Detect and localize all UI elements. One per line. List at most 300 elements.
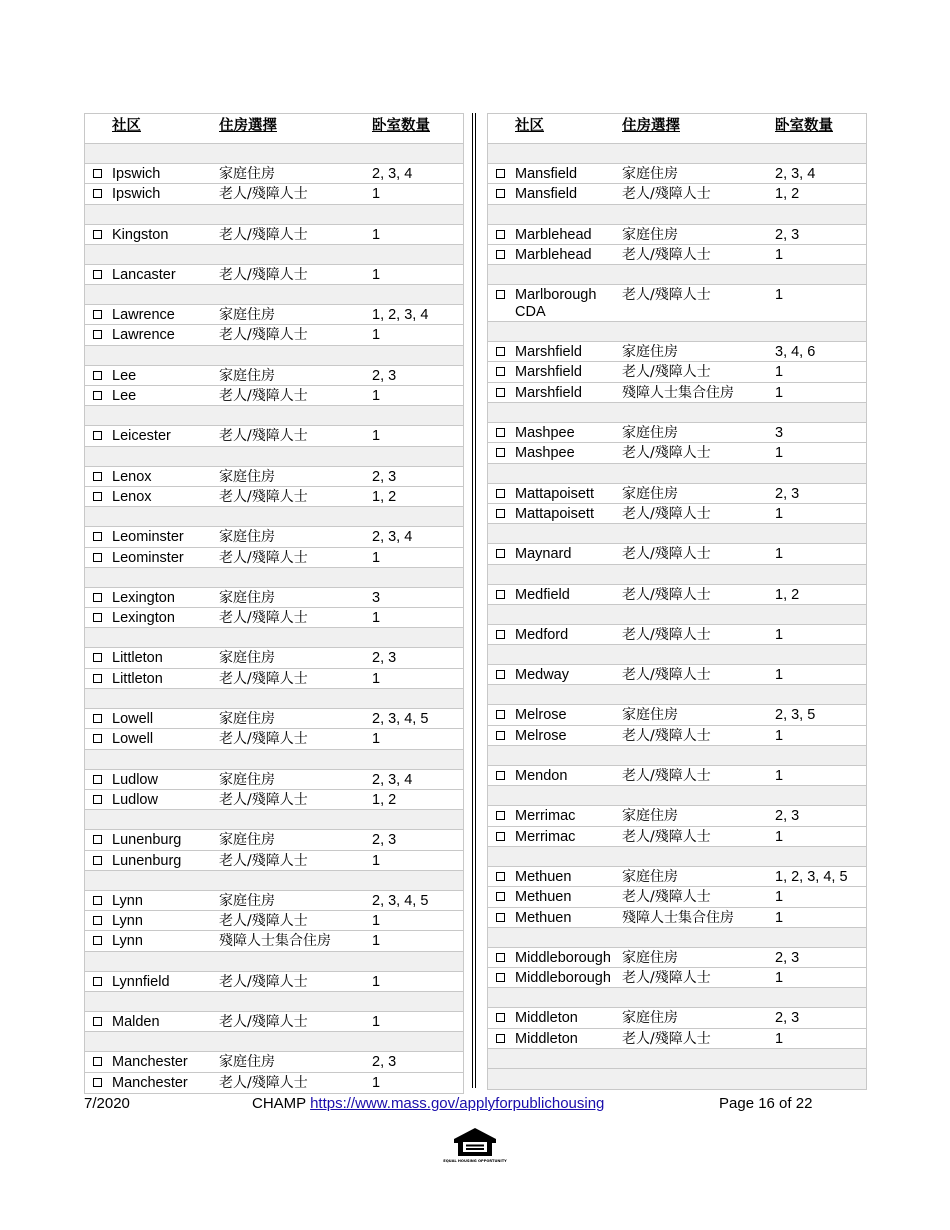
community-name: Manchester — [112, 1054, 188, 1071]
housing-choice: 老人/殘障人士 — [219, 388, 308, 405]
empty-checkbox-icon — [496, 169, 505, 178]
table-row — [85, 588, 463, 608]
housing-choice: 殘障人士集合住房 — [622, 384, 734, 401]
row-checkbox[interactable] — [93, 489, 102, 506]
community-name: Lynn — [112, 933, 143, 950]
empty-checkbox-icon — [496, 509, 505, 518]
table-row — [488, 625, 866, 645]
table-row — [85, 891, 463, 911]
housing-choice: 老人/殘障人士 — [219, 549, 308, 566]
bedroom-count: 1, 2 — [775, 186, 800, 203]
table-row — [488, 164, 866, 184]
row-checkbox[interactable] — [93, 1075, 102, 1092]
empty-checkbox-icon — [496, 590, 505, 599]
bedroom-count: 2, 3 — [372, 1054, 397, 1071]
row-checkbox[interactable] — [93, 267, 102, 284]
housing-choice: 家庭住房 — [219, 1054, 275, 1071]
community-name: Ipswich — [112, 166, 161, 182]
bedroom-count: 1 — [372, 226, 381, 243]
spacer-row — [85, 810, 463, 830]
row-checkbox[interactable] — [496, 247, 505, 264]
row-checkbox[interactable] — [496, 186, 505, 203]
housing-choice: 家庭住房 — [622, 949, 678, 966]
empty-checkbox-icon — [93, 856, 102, 865]
bedroom-count: 1 — [372, 549, 381, 566]
row-checkbox[interactable] — [93, 1054, 102, 1071]
table-row — [488, 665, 866, 685]
bedroom-count: 2, 3 — [775, 226, 800, 243]
table-row — [488, 544, 866, 564]
housing-choice: 老人/殘障人士 — [219, 731, 308, 748]
row-checkbox[interactable] — [496, 1031, 505, 1048]
community-name: Mansfield — [515, 166, 578, 182]
empty-checkbox-icon — [496, 347, 505, 356]
table-row — [488, 1029, 866, 1049]
spacer-row — [488, 144, 866, 164]
community-name: Methuen — [515, 909, 572, 926]
table-row — [488, 362, 866, 382]
table-row — [488, 342, 866, 362]
housing-choice: 老人/殘障人士 — [622, 970, 711, 987]
row-checkbox[interactable] — [496, 546, 505, 563]
row-checkbox[interactable] — [496, 707, 505, 724]
housing-choice: 老人/殘障人士 — [219, 973, 308, 990]
bedroom-count: 1 — [775, 445, 784, 462]
housing-choice: 老人/殘障人士 — [219, 186, 308, 203]
spacer-row — [488, 685, 866, 705]
community-name: Medfield — [515, 586, 570, 603]
community-name: Marlborough CDA — [515, 287, 597, 321]
community-name: Mattapoisett — [515, 485, 594, 502]
community-name: Littleton — [112, 650, 163, 667]
community-name: Leominster — [112, 549, 184, 566]
table-row — [488, 504, 866, 524]
housing-choice: 家庭住房 — [622, 808, 678, 825]
row-checkbox[interactable] — [93, 731, 102, 748]
row-checkbox[interactable] — [93, 469, 102, 486]
row-checkbox[interactable] — [93, 650, 102, 667]
community-name: Lawrence — [112, 307, 175, 324]
row-checkbox[interactable] — [496, 829, 505, 846]
row-checkbox[interactable] — [496, 728, 505, 745]
community-name: Lee — [112, 388, 137, 405]
community-name: Lawrence — [112, 327, 175, 344]
table-row — [85, 467, 463, 487]
housing-choice: 家庭住房 — [622, 425, 678, 442]
bedroom-count: 1 — [372, 670, 381, 687]
empty-checkbox-icon — [93, 936, 102, 945]
spacer-row — [488, 605, 866, 625]
table-row — [85, 386, 463, 406]
spacer-row — [488, 746, 866, 766]
header-bedrooms: 卧室数量 — [372, 118, 430, 134]
community-name: Manchester — [112, 1074, 188, 1091]
empty-checkbox-icon — [496, 290, 505, 299]
bedroom-count: 1 — [775, 364, 784, 381]
spacer-row — [488, 988, 866, 1008]
header-bedrooms: 卧室数量 — [775, 118, 833, 134]
housing-choice: 老人/殘障人士 — [219, 791, 308, 808]
community-name: Marshfield — [515, 344, 582, 361]
bedroom-count: 1 — [372, 428, 381, 445]
empty-checkbox-icon — [93, 977, 102, 986]
empty-checkbox-icon — [93, 310, 102, 319]
bedroom-count: 1, 2 — [372, 488, 397, 505]
row-checkbox[interactable] — [93, 388, 102, 405]
row-checkbox[interactable] — [93, 529, 102, 546]
bedroom-count: 1 — [372, 852, 381, 869]
row-checkbox[interactable] — [93, 772, 102, 789]
footer-date: 7/2020 — [84, 1095, 130, 1112]
table-row — [85, 790, 463, 810]
row-checkbox[interactable] — [496, 227, 505, 244]
table-row — [488, 726, 866, 746]
housing-choice: 家庭住房 — [622, 1010, 678, 1027]
spacer-row — [85, 628, 463, 648]
community-name: Lexington — [112, 610, 175, 627]
row-checkbox[interactable] — [496, 889, 505, 906]
housing-choice: 老人/殘障人士 — [219, 327, 308, 344]
table-row — [488, 867, 866, 887]
housing-choice: 老人/殘障人士 — [219, 852, 308, 869]
empty-checkbox-icon — [496, 832, 505, 841]
table-row — [85, 305, 463, 325]
housing-choice: 老人/殘障人士 — [622, 1030, 711, 1047]
row-checkbox[interactable] — [93, 610, 102, 627]
row-checkbox[interactable] — [496, 364, 505, 381]
community-name: Lowell — [112, 711, 154, 728]
row-checkbox[interactable] — [496, 385, 505, 402]
community-name: Middleborough — [515, 949, 611, 966]
row-checkbox[interactable] — [496, 950, 505, 967]
empty-checkbox-icon — [93, 391, 102, 400]
bedroom-count: 2, 3 — [372, 367, 397, 384]
empty-checkbox-icon — [496, 428, 505, 437]
row-checkbox[interactable] — [496, 287, 505, 304]
row-checkbox[interactable] — [93, 853, 102, 870]
community-name: Methuen — [515, 868, 572, 885]
footer-program — [252, 1095, 604, 1112]
row-checkbox[interactable] — [496, 869, 505, 886]
row-checkbox[interactable] — [93, 893, 102, 910]
table-row — [85, 265, 463, 285]
bedroom-count: 1 — [775, 384, 784, 401]
bedroom-count: 1 — [775, 970, 784, 987]
row-checkbox[interactable] — [93, 550, 102, 567]
housing-choice: 殘障人士集合住房 — [219, 933, 331, 950]
community-name: Marshfield — [515, 364, 582, 381]
spacer-row — [85, 952, 463, 972]
housing-choice: 老人/殘障人士 — [622, 246, 711, 263]
empty-checkbox-icon — [496, 230, 505, 239]
bedroom-count: 2, 3, 5 — [775, 707, 816, 724]
community-name: Marblehead — [515, 226, 592, 243]
community-name: Marblehead — [515, 246, 592, 263]
housing-choice: 老人/殘障人士 — [622, 626, 711, 643]
table-row — [488, 383, 866, 403]
bedroom-count: 2, 3, 4 — [372, 771, 413, 788]
table-row — [488, 245, 866, 265]
spacer-row — [85, 568, 463, 588]
community-name: Melrose — [515, 707, 567, 724]
community-name: Ludlow — [112, 791, 158, 808]
row-checkbox[interactable] — [93, 227, 102, 244]
row-checkbox[interactable] — [496, 970, 505, 987]
bedroom-count: 1 — [775, 727, 784, 744]
housing-choice: 老人/殘障人士 — [219, 1074, 308, 1091]
bedroom-count: 3 — [372, 589, 381, 606]
housing-choice: 老人/殘障人士 — [622, 828, 711, 845]
spacer-row — [488, 205, 866, 225]
table-row — [488, 908, 866, 928]
row-checkbox[interactable] — [496, 445, 505, 462]
table-row — [85, 366, 463, 386]
community-name: Maynard — [515, 546, 572, 563]
row-checkbox[interactable] — [93, 792, 102, 809]
table-row — [488, 484, 866, 504]
housing-choice: 家庭住房 — [622, 226, 678, 243]
table-row — [85, 225, 463, 245]
bedroom-count: 1, 2, 3, 4 — [372, 307, 429, 324]
empty-checkbox-icon — [93, 1017, 102, 1026]
empty-checkbox-icon — [93, 189, 102, 198]
empty-checkbox-icon — [496, 731, 505, 740]
community-name: Lancaster — [112, 266, 176, 283]
housing-choice: 老人/殘障人士 — [622, 586, 711, 603]
header-housing-choice: 住房選擇 — [219, 118, 277, 134]
empty-checkbox-icon — [93, 653, 102, 662]
table-row — [488, 968, 866, 988]
community-name: Middleton — [515, 1030, 578, 1047]
row-checkbox[interactable] — [496, 166, 505, 183]
bedroom-count: 2, 3 — [775, 808, 800, 825]
housing-choice: 老人/殘障人士 — [219, 913, 308, 930]
empty-checkbox-icon — [496, 1034, 505, 1043]
row-checkbox[interactable] — [496, 768, 505, 785]
row-checkbox[interactable] — [93, 1014, 102, 1031]
bedroom-count: 2, 3, 4 — [372, 166, 413, 182]
empty-checkbox-icon — [93, 674, 102, 683]
spacer-row — [488, 524, 866, 544]
row-checkbox[interactable] — [496, 486, 505, 503]
apply-link[interactable]: https://www.mass.gov/applyforpublichousing — [310, 1095, 605, 1112]
spacer-row — [85, 245, 463, 265]
row-checkbox[interactable] — [93, 327, 102, 344]
empty-checkbox-icon — [93, 1078, 102, 1087]
housing-choice: 老人/殘障人士 — [622, 667, 711, 684]
table-row — [85, 1012, 463, 1032]
table-row — [85, 1073, 463, 1093]
community-name: Lenox — [112, 488, 152, 505]
empty-checkbox-icon — [93, 734, 102, 743]
table-row — [85, 972, 463, 992]
housing-choice: 家庭住房 — [622, 344, 678, 361]
bedroom-count: 1, 2 — [775, 586, 800, 603]
row-checkbox[interactable] — [93, 307, 102, 324]
spacer-row — [85, 507, 463, 527]
bedroom-count: 2, 3 — [372, 832, 397, 849]
bedroom-count: 3 — [775, 425, 784, 442]
bedroom-count: 1, 2 — [372, 791, 397, 808]
community-name: Kingston — [112, 226, 169, 243]
community-name: Mansfield — [515, 186, 578, 203]
housing-choice: 老人/殘障人士 — [219, 428, 308, 445]
bedroom-count: 1 — [775, 287, 784, 304]
housing-choice: 家庭住房 — [219, 771, 275, 788]
housing-choice: 老人/殘障人士 — [219, 670, 308, 687]
table-header-row — [488, 114, 866, 144]
empty-checkbox-icon — [496, 953, 505, 962]
row-checkbox[interactable] — [93, 711, 102, 728]
community-name: Merrimac — [515, 808, 576, 825]
bedroom-count: 1 — [372, 973, 381, 990]
empty-checkbox-icon — [93, 613, 102, 622]
table-row — [488, 948, 866, 968]
community-name: Mashpee — [515, 425, 575, 442]
community-name: Lynn — [112, 913, 143, 930]
bedroom-count: 1 — [775, 768, 784, 785]
community-name: Medway — [515, 667, 569, 684]
empty-checkbox-icon — [496, 367, 505, 376]
housing-choice: 老人/殘障人士 — [219, 1014, 308, 1031]
bedroom-count: 1 — [372, 731, 381, 748]
community-name: Middleborough — [515, 970, 611, 987]
row-checkbox[interactable] — [496, 587, 505, 604]
housing-choice: 老人/殘障人士 — [219, 488, 308, 505]
spacer-row — [488, 565, 866, 585]
housing-choice: 家庭住房 — [219, 529, 275, 546]
empty-checkbox-icon — [93, 1057, 102, 1066]
housing-choice: 老人/殘障人士 — [219, 226, 308, 243]
bedroom-count: 1 — [775, 546, 784, 563]
row-checkbox[interactable] — [93, 368, 102, 385]
bedroom-count: 2, 3, 4 — [372, 529, 413, 546]
spacer-row — [488, 1049, 866, 1069]
bedroom-count: 1 — [372, 327, 381, 344]
spacer-row — [85, 1032, 463, 1052]
row-checkbox[interactable] — [93, 933, 102, 950]
table-row — [85, 1052, 463, 1072]
header-community: 社区 — [112, 118, 141, 134]
bedroom-count: 1 — [775, 1030, 784, 1047]
row-checkbox[interactable] — [93, 974, 102, 991]
row-checkbox[interactable] — [496, 910, 505, 927]
row-checkbox[interactable] — [93, 913, 102, 930]
community-name: Lunenburg — [112, 832, 182, 849]
bedroom-count: 1 — [775, 626, 784, 643]
spacer-row — [85, 447, 463, 467]
empty-checkbox-icon — [496, 189, 505, 198]
row-checkbox[interactable] — [93, 166, 102, 183]
table-row — [488, 184, 866, 204]
bedroom-count: 1 — [775, 828, 784, 845]
community-name: Lunenburg — [112, 852, 182, 869]
housing-choice: 家庭住房 — [219, 166, 275, 182]
bedroom-count: 2, 3 — [372, 468, 397, 485]
row-checkbox[interactable] — [496, 627, 505, 644]
table-row — [85, 648, 463, 668]
spacer-row — [85, 689, 463, 709]
spacer-row — [85, 406, 463, 426]
table-row — [85, 426, 463, 446]
community-name: Mendon — [515, 768, 568, 785]
community-name: Ludlow — [112, 771, 158, 788]
spacer-row — [488, 322, 866, 342]
bedroom-count: 1 — [775, 667, 784, 684]
header-community: 社区 — [515, 118, 544, 134]
housing-choice: 家庭住房 — [219, 650, 275, 667]
row-checkbox[interactable] — [93, 671, 102, 688]
left-housing-table — [84, 113, 464, 1094]
housing-choice: 老人/殘障人士 — [622, 546, 711, 563]
table-row — [85, 487, 463, 507]
community-name: Marshfield — [515, 384, 582, 401]
table-row — [488, 1008, 866, 1028]
empty-checkbox-icon — [496, 549, 505, 558]
community-name: Leominster — [112, 529, 184, 546]
table-header-row — [85, 114, 463, 144]
empty-checkbox-icon — [496, 973, 505, 982]
table-row — [85, 709, 463, 729]
empty-checkbox-icon — [93, 270, 102, 279]
bedroom-count: 2, 3 — [775, 949, 800, 966]
housing-choice: 老人/殘障人士 — [622, 889, 711, 906]
empty-checkbox-icon — [496, 710, 505, 719]
community-name: Malden — [112, 1014, 160, 1031]
housing-choice: 家庭住房 — [219, 832, 275, 849]
header-housing-choice: 住房選擇 — [622, 118, 680, 134]
table-row — [85, 931, 463, 951]
table-row — [488, 443, 866, 463]
spacer-row — [85, 750, 463, 770]
housing-choice: 老人/殘障人士 — [622, 445, 711, 462]
table-row — [85, 729, 463, 749]
row-checkbox[interactable] — [496, 344, 505, 361]
housing-choice: 家庭住房 — [219, 468, 275, 485]
empty-checkbox-icon — [93, 169, 102, 178]
housing-choice: 殘障人士集合住房 — [622, 909, 734, 926]
row-checkbox[interactable] — [93, 428, 102, 445]
row-checkbox[interactable] — [93, 590, 102, 607]
row-checkbox[interactable] — [496, 667, 505, 684]
row-checkbox[interactable] — [93, 186, 102, 203]
row-checkbox[interactable] — [496, 808, 505, 825]
community-name: Mashpee — [515, 445, 575, 462]
empty-checkbox-icon — [496, 388, 505, 397]
community-name: Medford — [515, 626, 569, 643]
housing-choice: 家庭住房 — [219, 367, 275, 384]
community-name: Methuen — [515, 889, 572, 906]
empty-checkbox-icon — [93, 230, 102, 239]
community-name: Ipswich — [112, 186, 161, 203]
spacer-row — [85, 205, 463, 225]
bedroom-count: 1 — [372, 388, 381, 405]
table-row — [85, 669, 463, 689]
row-checkbox[interactable] — [93, 832, 102, 849]
housing-choice: 家庭住房 — [219, 892, 275, 909]
empty-checkbox-icon — [496, 489, 505, 498]
table-row — [488, 827, 866, 847]
row-checkbox[interactable] — [496, 506, 505, 523]
empty-checkbox-icon — [93, 835, 102, 844]
community-name: Lynn — [112, 892, 143, 909]
community-name: Lowell — [112, 731, 154, 748]
empty-checkbox-icon — [496, 1013, 505, 1022]
community-name: Lexington — [112, 589, 175, 606]
row-checkbox[interactable] — [496, 425, 505, 442]
community-name: Middleton — [515, 1010, 578, 1027]
row-checkbox[interactable] — [496, 1010, 505, 1027]
